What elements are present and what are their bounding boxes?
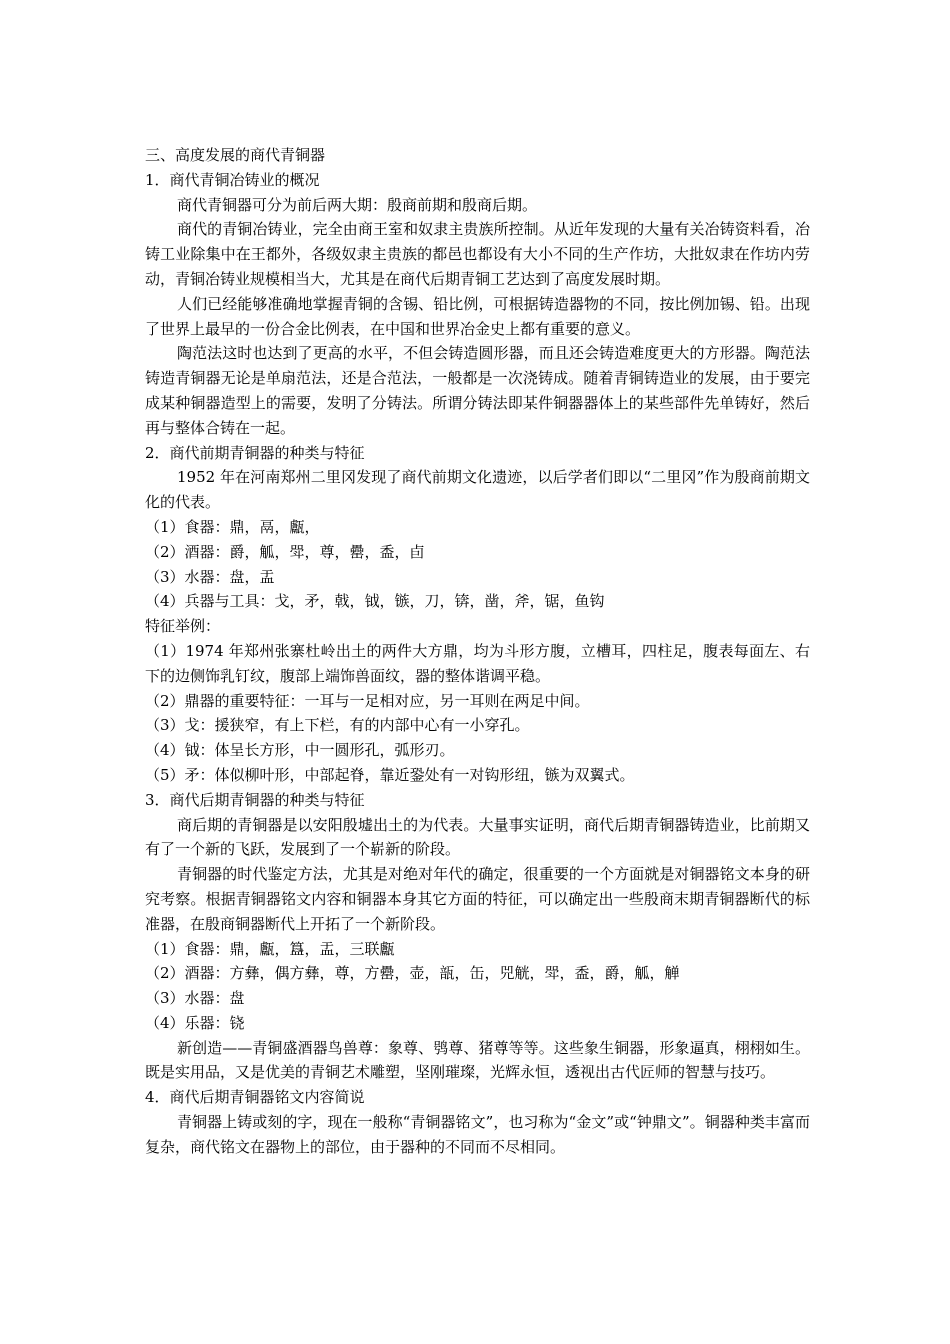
- heading-2: 2．商代前期青铜器的种类与特征: [145, 443, 365, 462]
- section-title: 三、高度发展的商代青铜器: [145, 146, 326, 164]
- paragraph: 1952 年在河南郑州二里冈发现了商代前期文化遗迹，以后学者们即以“二里冈”作为殷商前期文化的代表。: [145, 468, 810, 512]
- heading-1: 1．商代青铜冶铸业的概况: [145, 170, 320, 189]
- list-item: （2）鼎器的重要特征：一耳与一足相对应，另一耳则在两足中间。: [145, 691, 590, 710]
- paragraph: 商代青铜器可分为前后两大期：殷商前期和殷商后期。: [177, 195, 538, 214]
- list-item: （1）食器：鼎，甗，簋，盂，三联甗: [145, 939, 395, 958]
- document-page: [145, 143, 810, 1160]
- list-item: （4）兵器与工具：戈，矛，戟，钺，镞，刀，锛，凿，斧，锯，鱼钩: [145, 592, 605, 611]
- paragraph: 商后期的青铜器是以安阳殷墟出土的为代表。大量事实证明，商代后期青铜器铸造业，比前期又有了一个新的飞跃，发展到了一个崭新的阶段。: [145, 815, 810, 859]
- paragraph: 商代的青铜冶铸业，完全由商王室和奴隶主贵族所控制。从近年发现的大量有关冶铸资料看，冶铸工业除集中在王都外，各级奴隶主贵族的都邑也都设有大小不同的生产作坊，大批奴隶在作坊内劳动，青铜冶铸业规模相当大，尤其是在商代后期青铜工艺达到了高度发展时期。: [145, 220, 810, 288]
- list-item: （3）戈：援狭窄，有上下栏，有的内部中心有一小穿孔。: [145, 716, 530, 735]
- paragraph: 人们已经能够准确地掌握青铜的含锡、铅比例，可根据铸造器物的不同，按比例加锡、铅。出现了世界上最早的一份合金比例表，在中国和世界冶金史上都有重要的意义。: [145, 294, 810, 338]
- paragraph: 青铜器的时代鉴定方法，尤其是对绝对年代的确定，很重要的一个方面就是对铜器铭文本身的研究考察。根据青铜器铭文内容和铜器本身其它方面的特征，可以确定出一些殷商末期青铜器断代的标准器，在殷商铜器断代上开拓了一个新阶段。: [145, 865, 810, 933]
- list-item: （1）1974 年郑州张寨杜岭出土的两件大方鼎，均为斗形方腹，立槽耳，四柱足，腹表每面左、右下的边侧饰乳钉纹，腹部上端饰兽面纹，器的整体谐调平稳。: [145, 641, 810, 685]
- list-item: （4）乐器：铙: [145, 1013, 245, 1032]
- list-item: （2）酒器：爵，觚，斝，尊，罍，盉，卣: [145, 542, 425, 561]
- paragraph: 新创造——青铜盛酒器鸟兽尊：象尊、鸮尊、猪尊等等。这些象生铜器，形象逼真，栩栩如生。既是实用品，又是优美的青铜艺术雕塑，坚刚璀璨，光辉永恒，透视出古代匠师的智慧与技巧。: [145, 1038, 810, 1082]
- paragraph: 青铜器上铸或刻的字，现在一般称“青铜器铭文”，也习称为“金文”或“钟鼎文”。铜器种类丰富而复杂，商代铭文在器物上的部位，由于器种的不同而不尽相同。: [145, 1113, 810, 1156]
- list-item: （2）酒器：方彝，偶方彝，尊，方罍，壶，瓿，缶，兕觥，斝，盉，爵，觚，觯: [145, 964, 680, 983]
- list-item: （1）食器：鼎，鬲，甗，: [145, 517, 320, 536]
- heading-4: 4．商代后期青铜器铭文内容简说: [145, 1088, 365, 1107]
- list-item: （5）矛：体似柳叶形，中部起脊，靠近銎处有一对钩形纽，镞为双翼式。: [145, 765, 635, 784]
- list-item: （3）水器：盘，盂: [145, 567, 275, 586]
- list-item: （4）钺：体呈长方形，中一圆形孔，弧形刃。: [145, 741, 455, 760]
- heading-3: 3．商代后期青铜器的种类与特征: [145, 790, 365, 809]
- feature-label: 特征举例：: [145, 617, 221, 636]
- paragraph: 陶范法这时也达到了更高的水平，不但会铸造圆形器，而且还会铸造难度更大的方形器。陶范法铸造青铜器无论是单扇范法，还是合范法，一般都是一次浇铸成。随着青铜铸造业的发展，由于要完成某种铜器造型上的需要，发明了分铸法。所谓分铸法即某件铜器器体上的某些部件先单铸好，然后再与整体合铸在一起。: [145, 344, 810, 437]
- list-item: （3）水器：盘: [145, 989, 245, 1008]
